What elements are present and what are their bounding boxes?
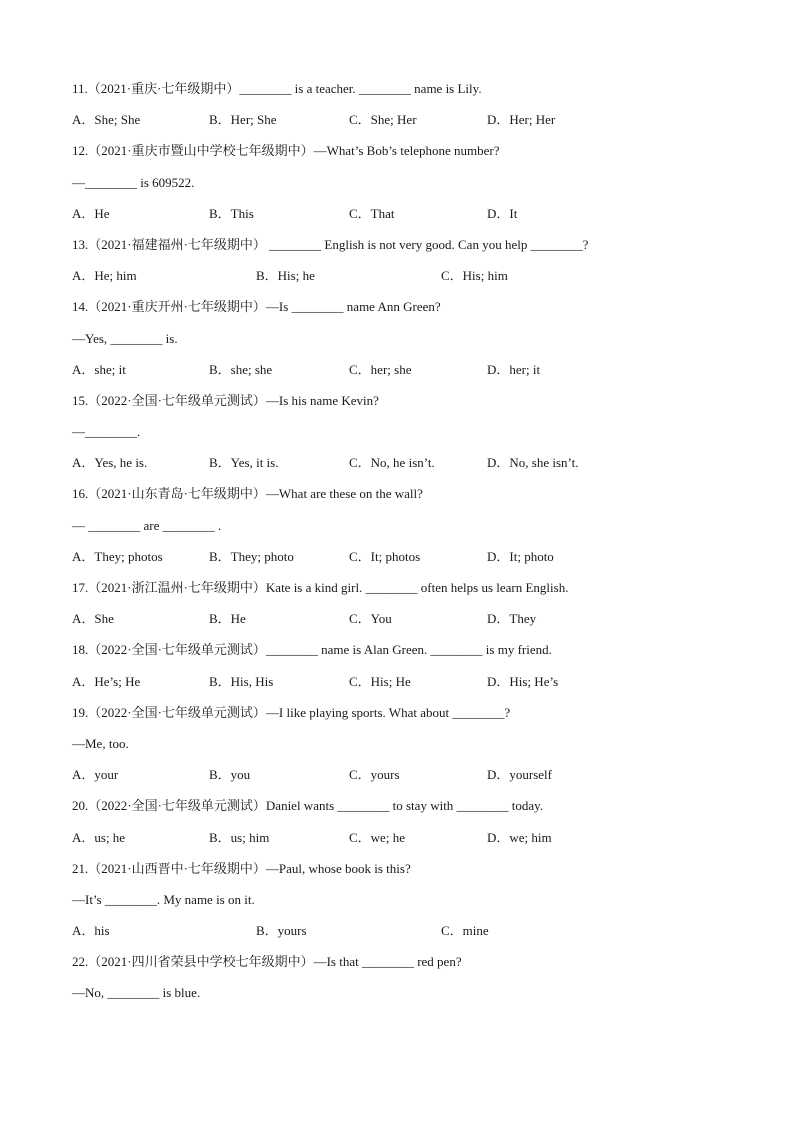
option-a[interactable]: A．she; it — [72, 361, 126, 377]
question-stem: 17.（2021·浙江温州·七年级期中）Kate is a kind girl. ________ often helps us learn English. — [72, 580, 569, 595]
options-row — [72, 827, 732, 858]
option-a[interactable]: A．his — [72, 923, 110, 939]
options-row — [72, 920, 732, 951]
question-stem: 13.（2021·福建福州·七年级期中） ________ English is not very good. Can you help ________? — [72, 236, 589, 252]
option-a[interactable]: A．She — [72, 611, 114, 627]
question-stem: 15.（2022·全国·七年级单元测试）—Is his name Kevin? — [72, 392, 379, 408]
question-reply: —________. — [72, 424, 141, 440]
option-d[interactable]: D．It; photo — [487, 548, 554, 564]
question-stem: 14.（2021·重庆开州·七年级期中）—Is ________ name Ann Green? — [72, 299, 441, 315]
option-d[interactable]: D．It — [487, 205, 518, 221]
option-a[interactable]: A．He’s; He — [72, 673, 141, 689]
option-a[interactable]: A．us; he — [72, 829, 126, 845]
options-row — [72, 359, 732, 390]
option-b[interactable]: B．she; she — [209, 361, 273, 377]
option-d[interactable]: D．They — [487, 611, 537, 627]
option-d[interactable]: D．we; him — [487, 829, 552, 845]
options-row — [72, 203, 732, 234]
question-reply: —No, ________ is blue. — [72, 985, 201, 1001]
option-c[interactable]: C．It; photos — [349, 548, 421, 564]
option-b[interactable]: B．Her; She — [209, 112, 277, 128]
option-c[interactable]: C．That — [349, 205, 395, 221]
option-b[interactable]: B．His, His — [209, 673, 274, 689]
option-c[interactable]: C．His; him — [441, 268, 508, 284]
options-row — [72, 608, 732, 639]
options-row — [72, 764, 732, 795]
option-c[interactable]: C．She; Her — [349, 112, 417, 128]
option-c[interactable]: C．You — [349, 611, 392, 627]
question-reply: — ________ are ________ . — [72, 517, 222, 533]
option-a[interactable]: A．Yes, he is. — [72, 455, 148, 471]
question-stem: 12.（2021·重庆市暨山中学校七年级期中）—What’s Bob’s telephone number? — [72, 143, 500, 159]
question-stem: 16.（2021·山东青岛·七年级期中）—What are these on the wall? — [72, 486, 423, 502]
option-a[interactable]: A．He; him — [72, 268, 137, 284]
options-row — [72, 546, 732, 577]
question-stem: 11.（2021·重庆·七年级期中）________ is a teacher. ________ name is Lily. — [72, 81, 482, 96]
option-d[interactable]: D．her; it — [487, 361, 541, 377]
option-c[interactable]: C．her; she — [349, 361, 412, 377]
option-c[interactable]: C．His; He — [349, 673, 411, 689]
exercise-document — [72, 78, 732, 1014]
option-c[interactable]: C．we; he — [349, 829, 405, 845]
question-stem: 20.（2022·全国·七年级单元测试）Daniel wants ________ to stay with ________ today. — [72, 798, 544, 814]
option-b[interactable]: B．His; he — [256, 268, 315, 284]
question-stem: 18.（2022·全国·七年级单元测试）________ name is Alan Green. ________ is my friend. — [72, 642, 552, 658]
option-b[interactable]: B．us; him — [209, 829, 270, 845]
option-b[interactable]: B．you — [209, 767, 251, 783]
options-row — [72, 671, 732, 702]
option-d[interactable]: D．Her; Her — [487, 112, 556, 128]
option-a[interactable]: A．He — [72, 205, 110, 221]
question-reply: —It’s ________. My name is on it. — [72, 891, 255, 907]
option-c[interactable]: C．mine — [441, 923, 489, 939]
question-stem: 22.（2021·四川省荣县中学校七年级期中）—Is that ________ red pen? — [72, 954, 462, 970]
option-a[interactable]: A．She; She — [72, 112, 141, 128]
options-row — [72, 452, 732, 483]
option-b[interactable]: B．They; photo — [209, 548, 294, 564]
option-b[interactable]: B．Yes, it is. — [209, 455, 279, 471]
option-b[interactable]: B．yours — [256, 923, 307, 939]
question-reply: —________ is 609522. — [72, 174, 195, 190]
option-c[interactable]: C．No, he isn’t. — [349, 455, 435, 471]
option-a[interactable]: A．your — [72, 767, 119, 783]
question-reply: —Me, too. — [72, 735, 129, 751]
option-b[interactable]: B．He — [209, 611, 246, 627]
question-stem: 19.（2022·全国·七年级单元测试）—I like playing sports. What about ________? — [72, 704, 511, 720]
option-b[interactable]: B．This — [209, 205, 254, 221]
option-a[interactable]: A．They; photos — [72, 548, 163, 564]
option-d[interactable]: D．His; He’s — [487, 673, 559, 689]
option-d[interactable]: D．No, she isn’t. — [487, 455, 579, 471]
options-row — [72, 265, 732, 296]
option-c[interactable]: C．yours — [349, 767, 400, 783]
options-row — [72, 109, 732, 140]
question-reply: —Yes, ________ is. — [72, 330, 178, 346]
option-d[interactable]: D．yourself — [487, 767, 552, 783]
question-stem: 21.（2021·山西晋中·七年级期中）—Paul, whose book is this? — [72, 860, 411, 876]
